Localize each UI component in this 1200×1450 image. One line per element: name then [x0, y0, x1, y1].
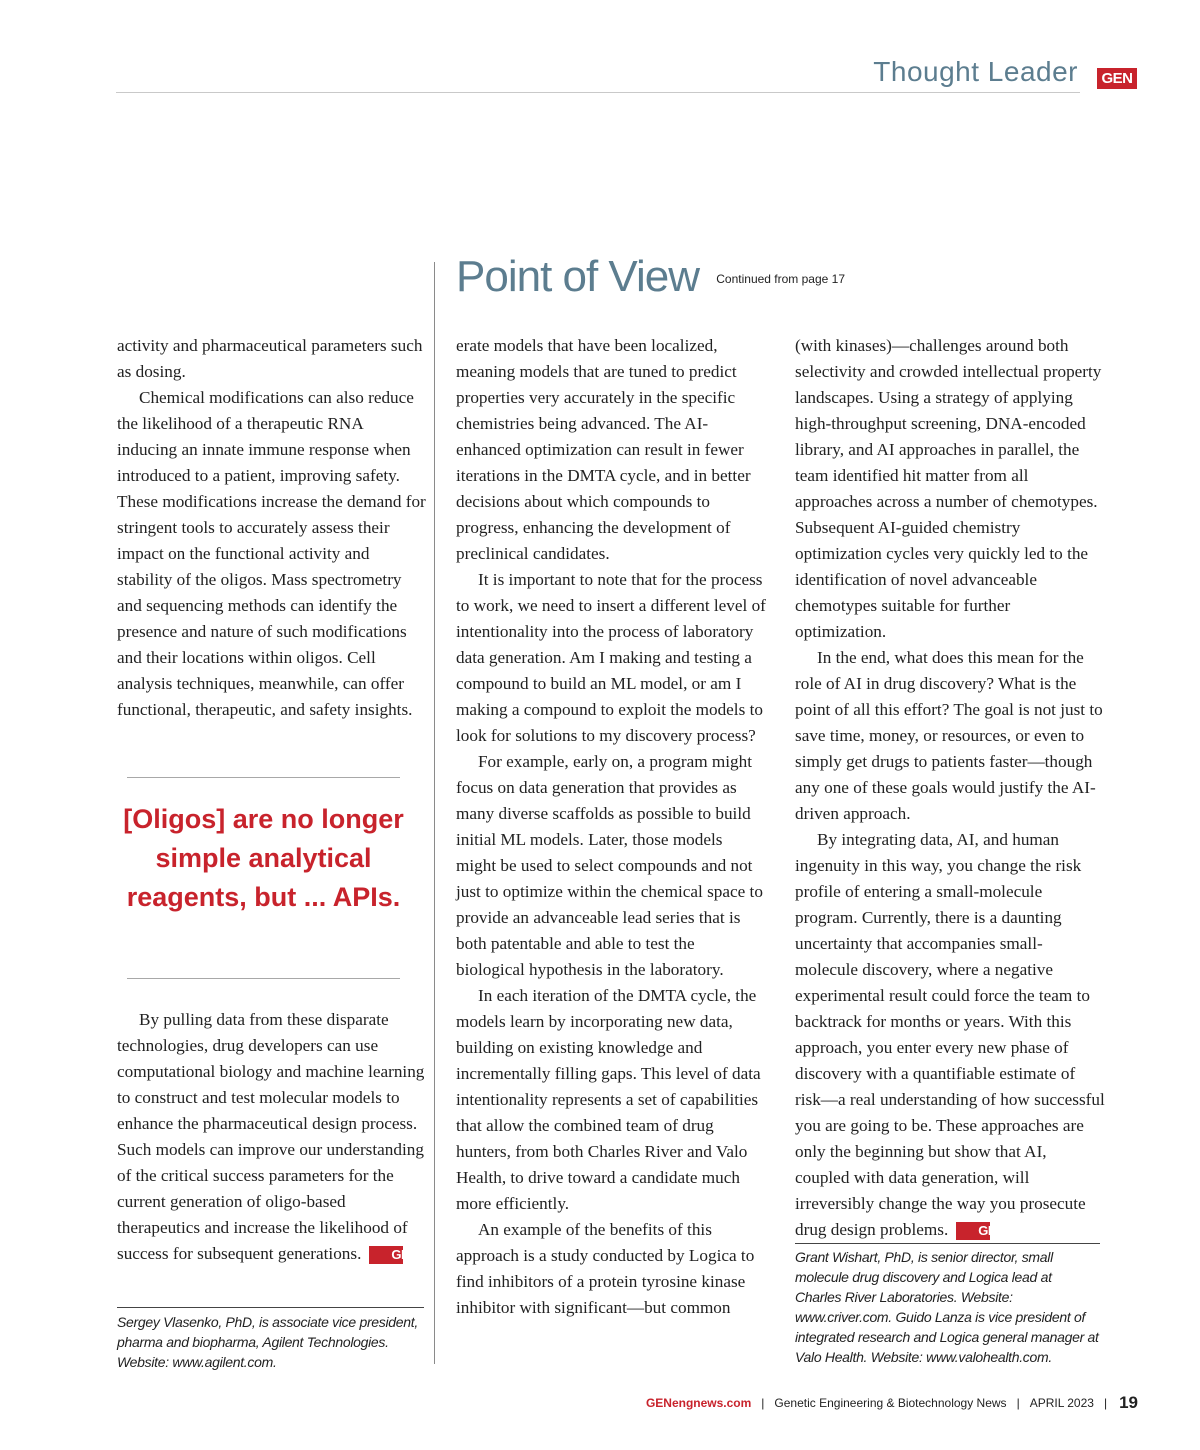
bio-rule-2 [795, 1243, 1100, 1244]
article-title [456, 252, 845, 302]
paragraph: An example of the benefits of this approach is a study conducted by Logica to find inhibitors of a protein tyrosine kinase inhibitor with significant—but common [456, 1220, 755, 1317]
pullquote-rule-bottom [127, 978, 400, 979]
page-number: 19 [1119, 1393, 1138, 1412]
column-1-top [117, 333, 427, 723]
gen-logo: GEN [1097, 68, 1137, 89]
paragraph: (with kinases)—challenges around both selectivity and crowded intellectual property landscapes. Using a strategy of applying high-throughput screening, DNA-encoded library, and AI approaches in parallel, the team identified hit matter from all approaches across a number of chemotypes. Subsequent AI-guided chemistry optimization cycles very quickly led to the identification of novel advanceable chemotypes suitable for further optimization. [795, 336, 1102, 641]
paragraph-text: By integrating data, AI, and human ingenuity in this way, you change the risk profile of entering a small-molecule program. Currently, there is a daunting uncertainty that accompanies small-molecule discovery, where a negative experimental result could force the team to backtrack for months or years. With this approach, you enter every new phase of discovery with a quantifiable estimate of risk—a real understanding of how successful you are going to be. These approaches are only the beginning but show that AI, coupled with data generation, will irreversibly change the way you prosecute drug design problems. [795, 830, 1105, 1239]
paragraph: activity and pharmaceutical parameters such as dosing. [117, 336, 423, 381]
continued-note: Continued from page 17 [716, 272, 846, 287]
footer-issue: APRIL 2023 [1029, 1396, 1094, 1410]
bio-rule-1 [117, 1307, 424, 1308]
paragraph: For example, early on, a program might focus on data generation that provides as many diverse scaffolds as possible to build initial ML models. Later, those models might be used to select compounds and not just to optimize within the chemical space to provide an advanceable lead series that is both patentable and able to test the biological hypothesis in the laboratory. [456, 752, 763, 979]
column-2 [456, 333, 766, 1321]
pullquote: [Oligos] are no longer simple analytical reagents, but ... APIs. [123, 804, 404, 912]
page-footer [646, 1393, 1138, 1413]
footer-site-link[interactable]: GENengnews.com [645, 1396, 752, 1410]
column-divider [434, 262, 435, 1364]
column-1-bottom [117, 1007, 427, 1267]
footer-separator: | [761, 1396, 765, 1410]
pullquote-rule-top [127, 777, 400, 778]
article-title-text: Point of View [456, 252, 700, 301]
paragraph [795, 827, 1105, 1243]
paragraph [117, 1007, 427, 1267]
paragraph: In each iteration of the DMTA cycle, the models learn by incorporating new data, building on existing knowledge and incrementally filling gaps. This level of data intentionality represents a set of capabilities that allow the combined team of drug hunters, from both Charles River and Valo Health, to drive toward a candidate much more efficiently. [456, 986, 761, 1213]
footer-publication: Genetic Engineering & Biotechnology News [774, 1396, 1007, 1410]
header-rule [116, 92, 1080, 93]
paragraph: Chemical modifications can also reduce the likelihood of a therapeutic RNA inducing an innate immune response when introduced to a patient, improving safety. These modifications increase the demand for stringent tools to accurately assess their impact on the functional activity and stability of the oligos. Mass spectrometry and sequencing methods can identify the presence and nature of such modifications and their locations within oligos. Cell analysis techniques, meanwhile, can offer functional, therapeutic, and safety insights. [117, 388, 426, 719]
column-3 [795, 333, 1105, 1243]
author-bio-2: Grant Wishart, PhD, is senior director, small molecule drug discovery and Logica lead at Charles River Laboratories. Website: www.criver.com. Guido Lanza is vice president of integrated research and Logica general manager at Valo Health. Website: www.valohealth.com. [795, 1249, 1099, 1365]
paragraph: erate models that have been localized, meaning models that are tuned to predict properties very accurately in the specific chemistries being advanced. The AI-enhanced optimization can result in fewer iterations in the DMTA cycle, and in better decisions about which compounds to progress, enhancing the development of preclinical candidates. [456, 336, 751, 563]
end-mark-logo: GEN [956, 1222, 990, 1240]
end-mark-logo: GEN [369, 1246, 403, 1264]
footer-separator: | [1016, 1396, 1020, 1410]
paragraph-text: By pulling data from these disparate technologies, drug developers can use computational biology and machine learning to construct and test molecular models to enhance the pharmaceutical design process. Such models can improve our understanding of the critical success parameters for the current generation of oligo-based therapeutics and increase the likelihood of success for subsequent generations. [117, 1010, 425, 1263]
section-title: Thought Leader [873, 56, 1078, 87]
paragraph: It is important to note that for the process to work, we need to insert a different level of intentionality into the process of laboratory data generation. Am I making and testing a compound to build an ML model, or am I making a compound to exploit the models to look for solutions to my discovery process? [456, 570, 766, 745]
author-bio-1: Sergey Vlasenko, PhD, is associate vice president, pharma and biopharma, Agilent Technologies. Website: www.agilent.com. [117, 1314, 418, 1370]
paragraph: In the end, what does this mean for the role of AI in drug discovery? What is the point of all this effort? The goal is not just to save time, money, or resources, or even to simply get drugs to patients faster—though any one of these goals would justify the AI-driven approach. [795, 648, 1103, 823]
footer-separator: | [1103, 1396, 1108, 1410]
